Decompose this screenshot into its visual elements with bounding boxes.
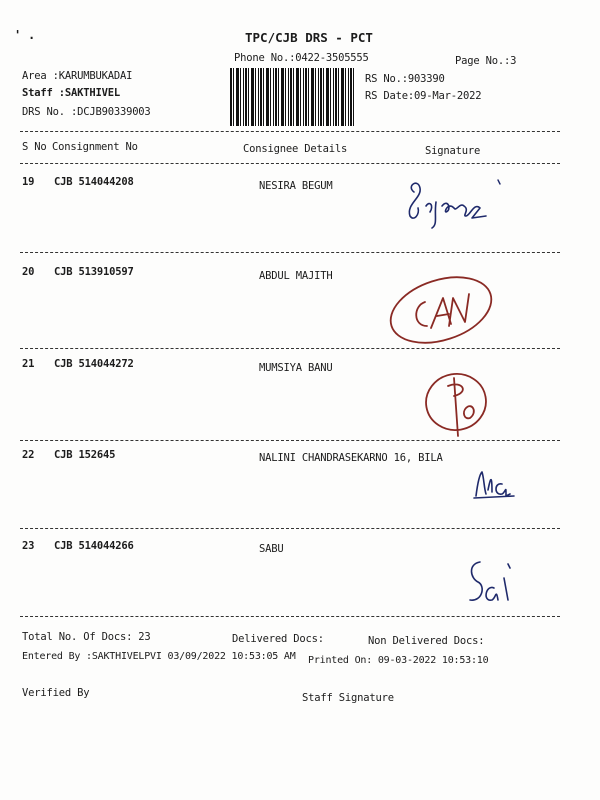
row-consignment: CJB 514044266	[54, 540, 134, 552]
row-consignee: MUMSIYA BANU	[259, 362, 333, 374]
divider	[20, 616, 560, 617]
printed-on: Printed On: 09-03-2022 10:53:10	[308, 655, 489, 666]
area-label: Area :KARUMBUKADAI	[22, 70, 133, 82]
signature-image	[418, 366, 498, 442]
row-sno: 20	[22, 266, 35, 278]
row-sno: 21	[22, 358, 35, 370]
signature-image	[470, 466, 520, 504]
document-title: TPC/CJB DRS - PCT	[245, 30, 373, 45]
rs-date: RS Date:09-Mar-2022	[365, 90, 482, 102]
row-consignee: ABDUL MAJITH	[259, 270, 333, 282]
barcode	[230, 68, 356, 126]
entered-by: Entered By :SAKTHIVELPVI 03/09/2022 10:53:05 AM	[22, 651, 296, 662]
row-sno: 22	[22, 449, 35, 461]
row-sno: 23	[22, 540, 35, 552]
rs-number: RS No.:903390	[365, 73, 445, 85]
signature-image	[400, 172, 510, 230]
row-consignment: CJB 514044208	[54, 176, 134, 188]
column-header-consignee: Consignee Details	[243, 143, 348, 155]
drs-number: DRS No. :DCJB90339003	[22, 106, 151, 118]
column-header-consignment: Consignment No	[52, 141, 138, 153]
corner-marks: ' .	[14, 28, 36, 42]
phone-number: Phone No.:0422-3505555	[234, 52, 369, 64]
row-consignment: CJB 514044272	[54, 358, 134, 370]
divider	[20, 131, 560, 132]
row-consignment: CJB 152645	[54, 449, 116, 461]
row-sno: 19	[22, 176, 35, 188]
divider	[20, 528, 560, 529]
signature-image	[385, 272, 500, 352]
row-consignee: NESIRA BEGUM	[259, 180, 333, 192]
column-header-signature: Signature	[425, 145, 481, 157]
delivered-docs: Delivered Docs:	[232, 633, 324, 645]
row-consignee: NALINI CHANDRASEKARNO 16, BILA	[259, 452, 443, 464]
verified-by: Verified By	[22, 687, 90, 699]
row-consignee: SABU	[259, 543, 284, 555]
page-number: Page No.:3	[455, 55, 517, 67]
staff-label: Staff :SAKTHIVEL	[22, 87, 120, 99]
divider	[20, 252, 560, 253]
divider	[20, 440, 560, 441]
total-docs: Total No. Of Docs: 23	[22, 631, 151, 643]
signature-image	[462, 554, 524, 612]
divider	[20, 163, 560, 164]
staff-signature-label: Staff Signature	[302, 692, 394, 704]
divider	[20, 348, 560, 349]
non-delivered-docs: Non Delivered Docs:	[368, 635, 485, 647]
row-consignment: CJB 513910597	[54, 266, 134, 278]
column-header-sno: S No	[22, 141, 47, 153]
